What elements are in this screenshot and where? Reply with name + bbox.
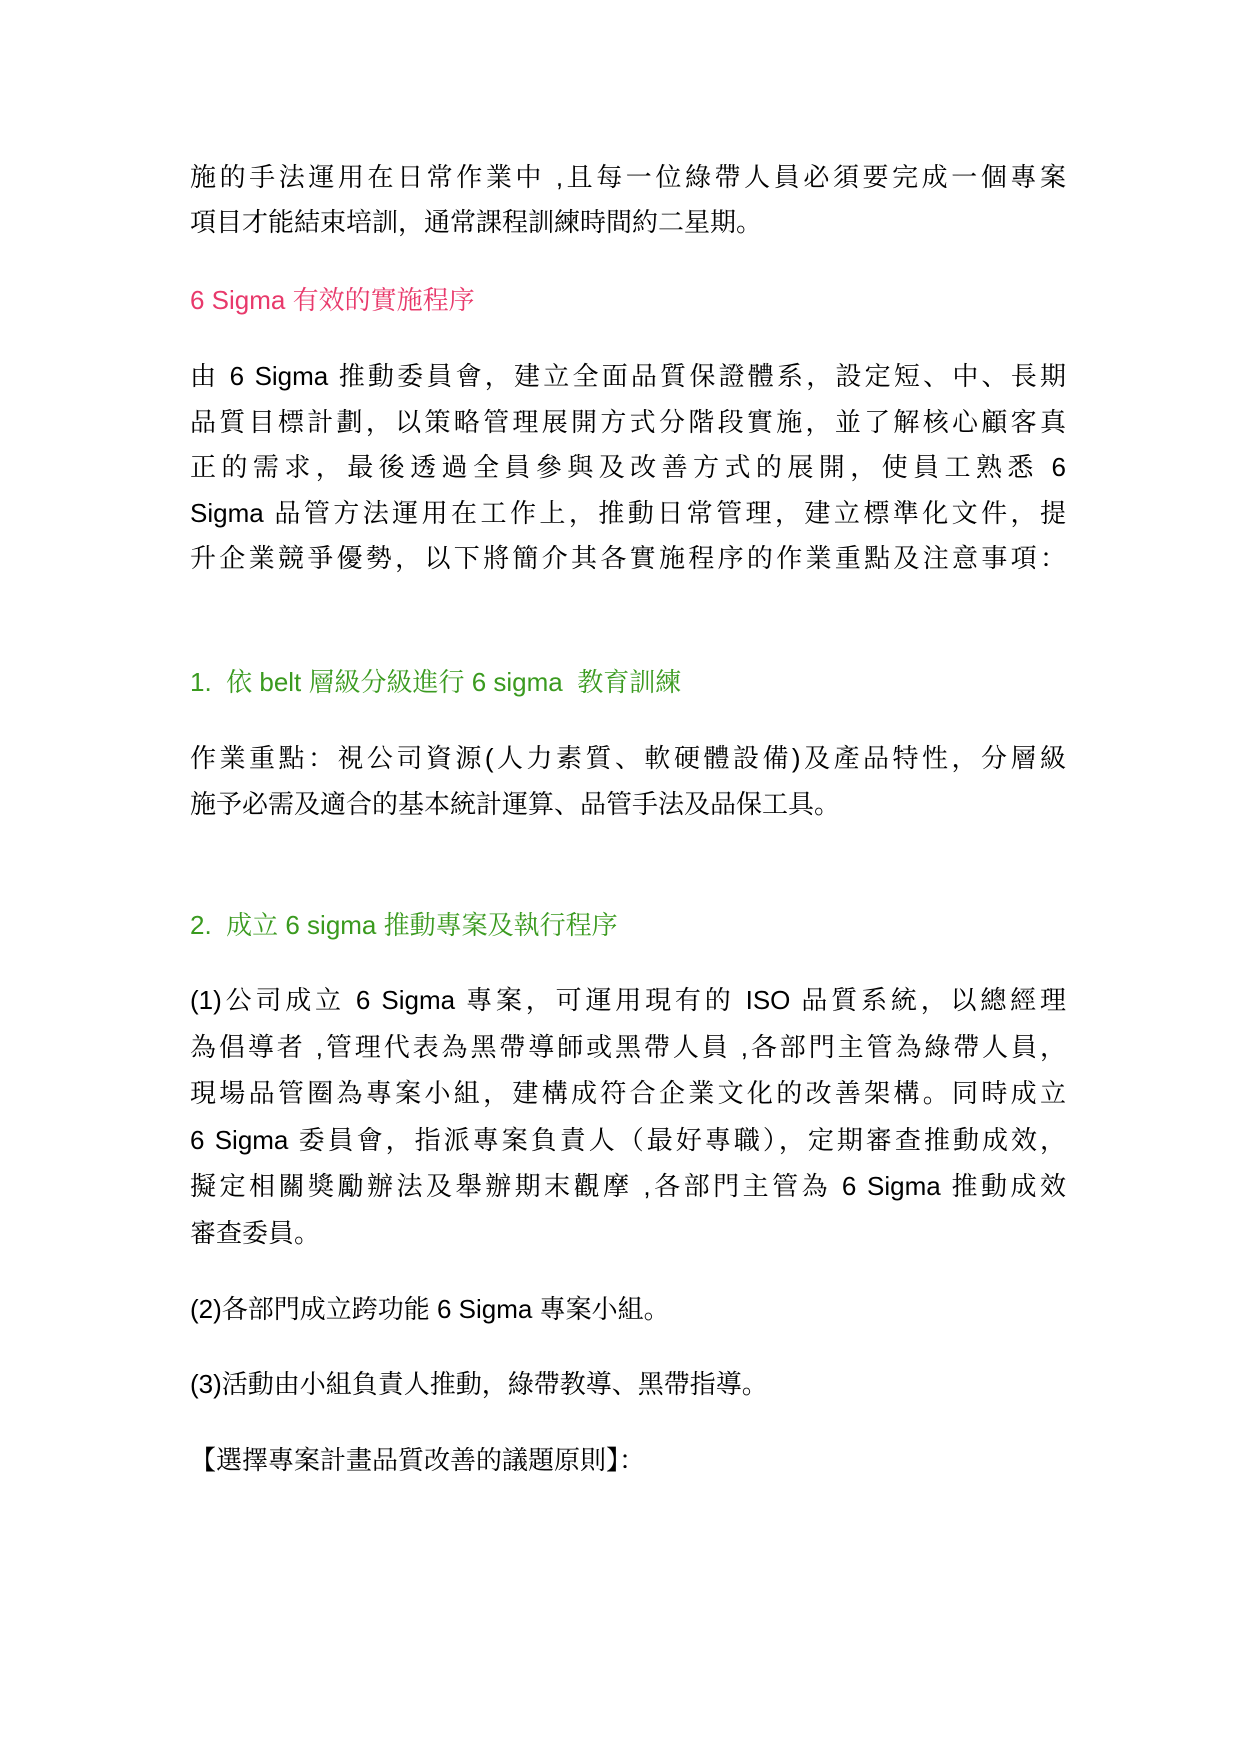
step2-item3: (3)活動由小組負責人推動，綠帶教導、黑帶指導。 [190,1369,768,1399]
step2-item2: (2)各部門成立跨功能 6 Sigma 專案小組。 [190,1294,670,1324]
step1-line: 作業重點：視公司資源(人力素質、軟硬體設備)及產品特性，分層級 [190,743,1066,773]
step1-line: 施予必需及適合的基本統計運算、品管手法及品保工具。 [190,789,841,819]
overview-line: 正的需求，最後透過全員參與及改善方式的展開，使員工熟悉 6 [190,452,1066,482]
step2-heading: 2. 成立 6 sigma 推動專案及執行程序 [190,910,618,940]
step2-item1-line: 擬定相關獎勵辦法及舉辦期末觀摩 ,各部門主管為 6 Sigma 推動成效 [190,1171,1066,1202]
step2-item1-line: 6 Sigma 委員會，指派專案負責人（最好專職），定期審查推動成效， [190,1124,1066,1155]
step2-item1-line: (1)公司成立 6 Sigma 專案，可運用現有的 ISO 品質系統，以總經理 [190,985,1066,1015]
step1-paragraph [190,735,1066,827]
step2-item1-line: 現場品管圈為專案小組，建構成符合企業文化的改善架構。同時成立 [190,1078,1066,1109]
intro-line: 施的手法運用在日常作業中 ,且每一位綠帶人員必須要完成一個專案 [190,162,1066,192]
step2-item1-paragraph [190,977,1066,1257]
step1-heading: 1. 依 belt 層級分級進行 6 sigma 教育訓練 [190,667,682,697]
section-heading: 6 Sigma 有效的實施程序 [190,285,475,315]
overview-line: 升企業競爭優勢，以下將簡介其各實施程序的作業重點及注意事項： [190,543,1066,573]
overview-line: 品質目標計劃，以策略管理展開方式分階段實施，並了解核心顧客真 [190,406,1066,437]
overview-line: Sigma 品管方法運用在工作上，推動日常管理，建立標準化文件，提 [190,497,1066,528]
principles-heading: 【選擇專案計畫品質改善的議題原則】： [190,1445,646,1475]
intro-paragraph [190,155,1066,245]
step2-item1-line: 為倡導者 ,管理代表為黑帶導師或黑帶人員 ,各部門主管為綠帶人員， [190,1031,1066,1062]
overview-line: 由 6 Sigma 推動委員會，建立全面品質保證體系，設定短、中、長期 [190,361,1066,391]
step2-item1-line: 審查委員。 [190,1217,321,1248]
overview-paragraph [190,354,1066,582]
intro-line: 項目才能結束培訓，通常課程訓練時間約二星期。 [190,207,763,237]
